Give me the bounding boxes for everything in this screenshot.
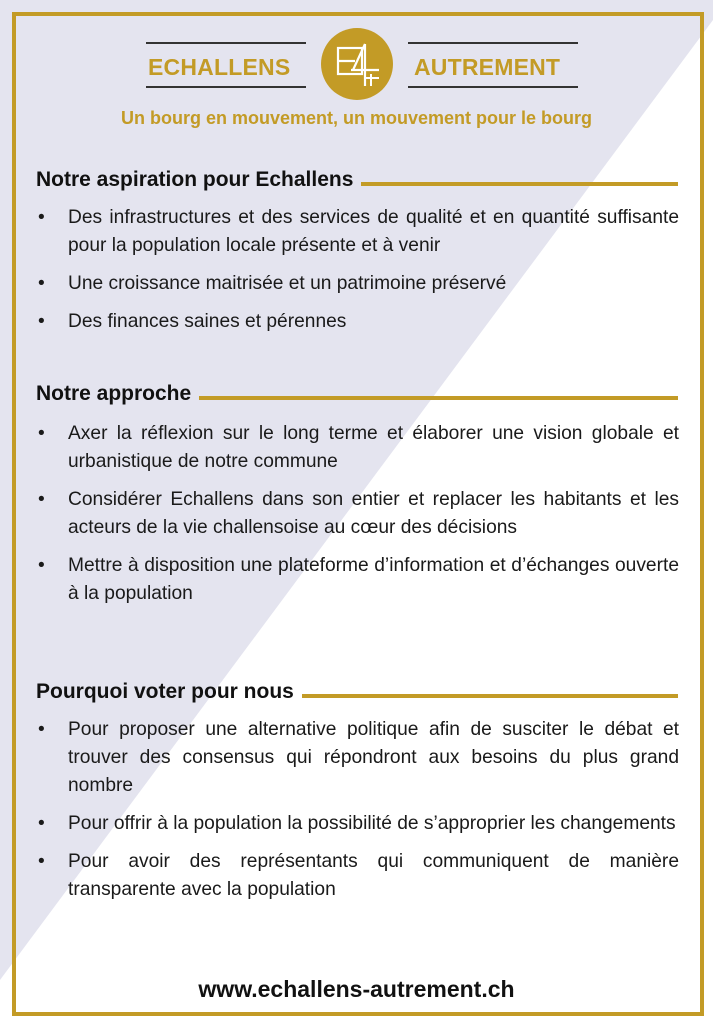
- list-item: [36, 810, 679, 838]
- list-item: [36, 204, 679, 260]
- section-title-text: Notre aspiration pour Echallens: [36, 168, 354, 191]
- list-item: [36, 270, 679, 298]
- bullet-icon: •: [38, 489, 45, 510]
- section-title-text: Pourquoi voter pour nous: [36, 680, 294, 703]
- section-title-rule: [199, 396, 678, 400]
- list-item-text: Pour avoir des représentants qui communiquent de manière transparente avec la population: [68, 851, 679, 900]
- bullet-icon: •: [38, 851, 45, 872]
- section-title-text: Notre approche: [36, 382, 192, 405]
- bullet-icon: •: [38, 813, 45, 834]
- website-link[interactable]: www.echallens-autrement.ch: [198, 976, 515, 1002]
- list-item: [36, 420, 679, 476]
- tagline: Un bourg en mouvement, un mouvement pour le bourg: [120, 108, 592, 128]
- logo-rule-bottom-right: [408, 86, 578, 88]
- logo-left-word: ECHALLENS: [148, 54, 291, 80]
- logo-rule-top-right: [408, 42, 578, 44]
- list-item-text: Pour offrir à la population la possibilité de s’approprier les changements: [68, 813, 676, 834]
- aspiration-list: [36, 204, 679, 346]
- pourquoi-list: [36, 716, 679, 914]
- approche-list: [36, 420, 679, 618]
- list-item: [36, 308, 679, 336]
- bullet-icon: •: [38, 555, 45, 576]
- logo-rule-bottom-left: [146, 86, 306, 88]
- bullet-icon: •: [38, 273, 45, 294]
- bullet-icon: •: [38, 207, 45, 228]
- section-title-aspiration: [36, 168, 678, 192]
- bullet-icon: •: [38, 423, 45, 444]
- list-item-text: Pour proposer une alternative politique afin de susciter le débat et trouver des consensus qui répondront aux besoins du plus grand nombre: [68, 719, 679, 796]
- logo-rule-top-left: [146, 42, 306, 44]
- list-item-text: Mettre à disposition une plateforme d’information et d’échanges ouverte à la population: [68, 555, 679, 604]
- list-item-text: Des finances saines et pérennes: [68, 311, 347, 332]
- logo-emblem: [321, 28, 393, 100]
- logo-e4-icon: [321, 28, 393, 100]
- list-item: [36, 486, 679, 542]
- section-title-pourquoi: [36, 680, 678, 704]
- list-item-text: Axer la réflexion sur le long terme et élaborer une vision globale et urbanistique de notre commune: [68, 423, 679, 472]
- list-item-text: Considérer Echallens dans son entier et replacer les habitants et les acteurs de la vie challensoise au cœur des décisions: [68, 489, 679, 538]
- list-item-text: Une croissance maitrisée et un patrimoine préservé: [68, 273, 507, 294]
- list-item: [36, 716, 679, 800]
- list-item-text: Des infrastructures et des services de qualité et en quantité suffisante pour la population locale présente et à venir: [68, 207, 679, 256]
- list-item: [36, 848, 679, 904]
- bullet-icon: •: [38, 719, 45, 740]
- section-title-rule: [302, 694, 678, 698]
- bullet-icon: •: [38, 311, 45, 332]
- logo: [146, 28, 578, 100]
- list-item: [36, 552, 679, 608]
- section-title-approche: [36, 382, 678, 406]
- logo-right-word: AUTREMENT: [414, 54, 561, 80]
- section-title-rule: [361, 182, 678, 186]
